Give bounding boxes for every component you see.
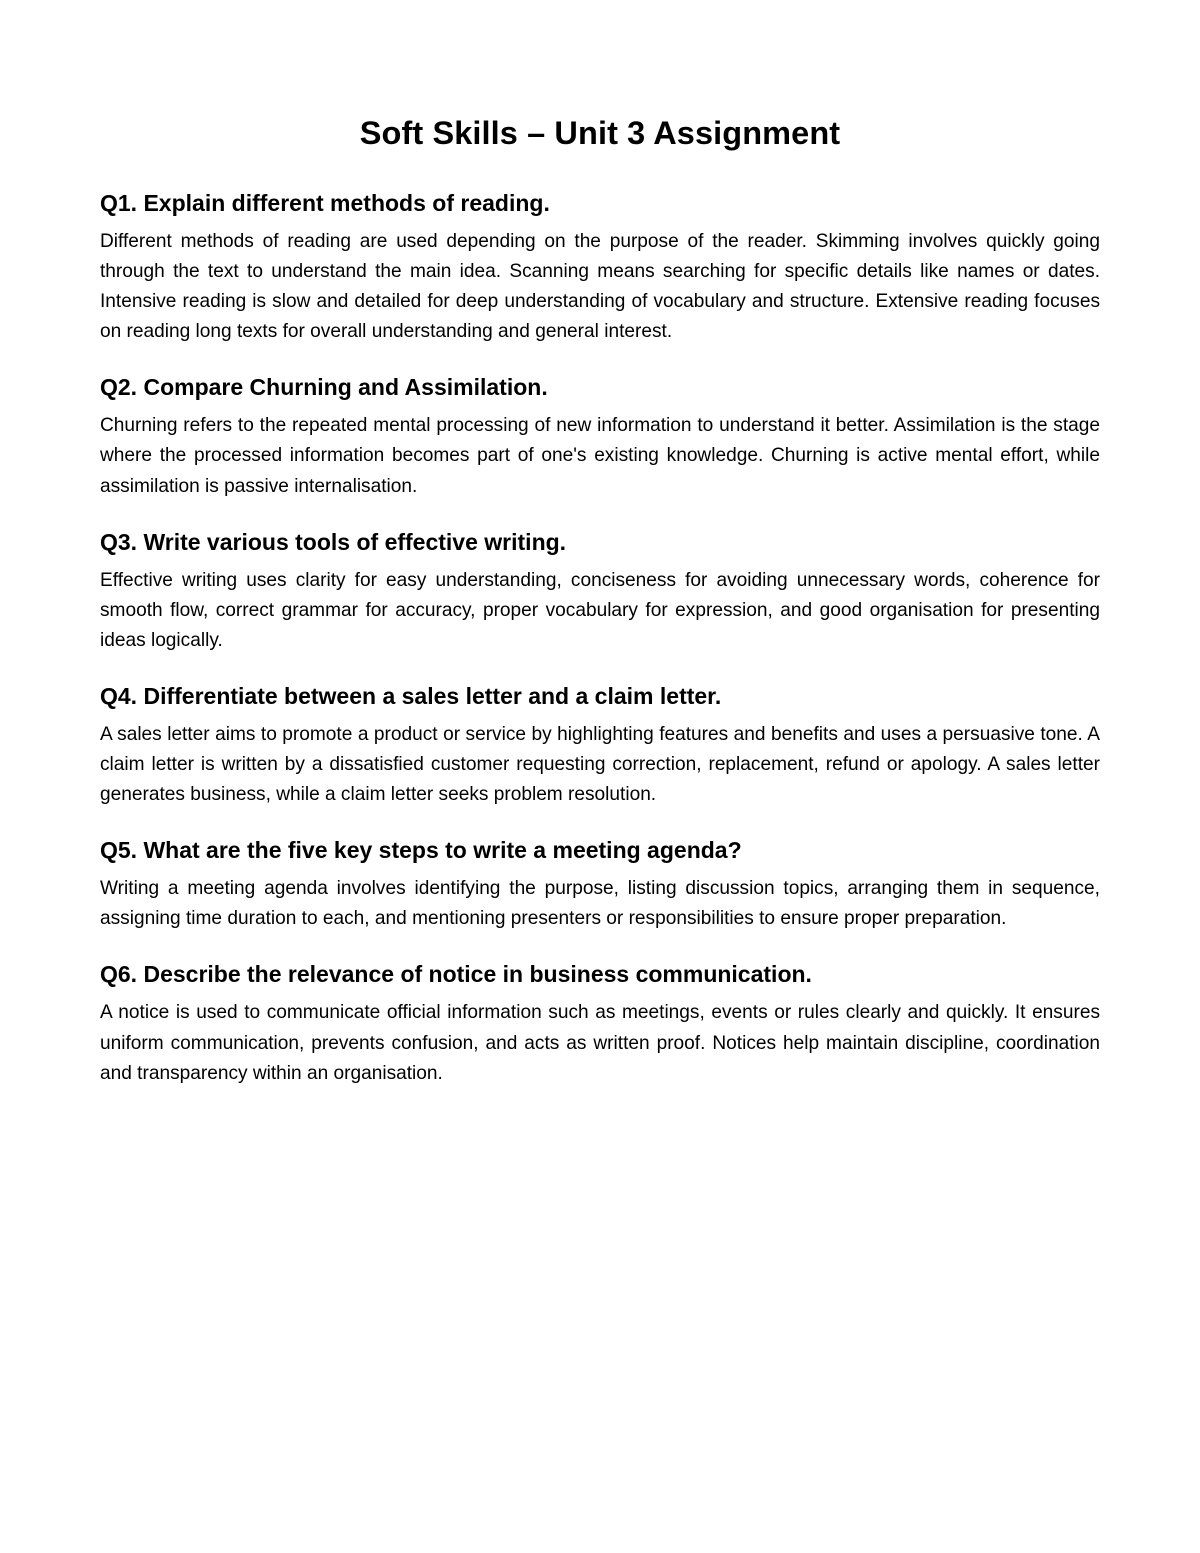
question-block-4 xyxy=(100,679,1100,810)
question-heading: Q3. Write various tools of effective writing. xyxy=(100,528,567,555)
answer-paragraph: Different methods of reading are used depending on the purpose of the reader. Skimming involves quickly going through the text to understand the main idea. Scanning means searching for specific details like names or dates. Intensive reading is slow and detailed for deep understanding of vocabulary and structure. Extensive reading focuses on reading long texts for overall understanding and general interest. xyxy=(100,231,1100,343)
question-heading: Q4. Differentiate between a sales letter and a claim letter. xyxy=(100,682,722,709)
question-block-1 xyxy=(100,186,1100,347)
answer-paragraph: Effective writing uses clarity for easy understanding, conciseness for avoiding unnecessary words, coherence for smooth flow, correct grammar for accuracy, proper vocabulary for expression, and good organisation for presenting ideas logically. xyxy=(100,569,1100,651)
question-block-6 xyxy=(100,957,1100,1088)
question-heading: Q5. What are the five key steps to write a meeting agenda? xyxy=(100,837,742,864)
question-block-5 xyxy=(100,833,1100,934)
answer-paragraph: A sales letter aims to promote a product or service by highlighting features and benefits and uses a persuasive tone. A claim letter is written by a dissatisfied customer requesting correction, replacement, refund or apology. A sales letter generates business, while a claim letter seeks problem resolution. xyxy=(100,723,1100,806)
question-heading: Q1. Explain different methods of reading. xyxy=(100,190,550,216)
answer-paragraph: Churning refers to the repeated mental processing of new information to understand it better. Assimilation is the stage where the processed information becomes part of one's existing knowledge. Churning is active mental effort, while assimilation is passive internalisation. xyxy=(100,415,1100,497)
answer-paragraph: A notice is used to communicate official information such as meetings, events or rules clearly and quickly. It ensures uniform communication, prevents confusion, and acts as written proof. Notices help maintain discipline, coordination and transparency within an organisation. xyxy=(100,1002,1100,1084)
question-heading: Q2. Compare Churning and Assimilation. xyxy=(100,374,548,401)
question-heading: Q6. Describe the relevance of notice in business communication. xyxy=(100,961,812,988)
answer-paragraph: Writing a meeting agenda involves identifying the purpose, listing discussion topics, arranging them in sequence, assigning time duration to each, and mentioning presenters or responsibilities to ensure proper preparation. xyxy=(100,878,1100,930)
question-block-3 xyxy=(100,525,1100,656)
document-title: Soft Skills – Unit 3 Assignment xyxy=(359,115,841,151)
question-block-2 xyxy=(100,370,1100,501)
